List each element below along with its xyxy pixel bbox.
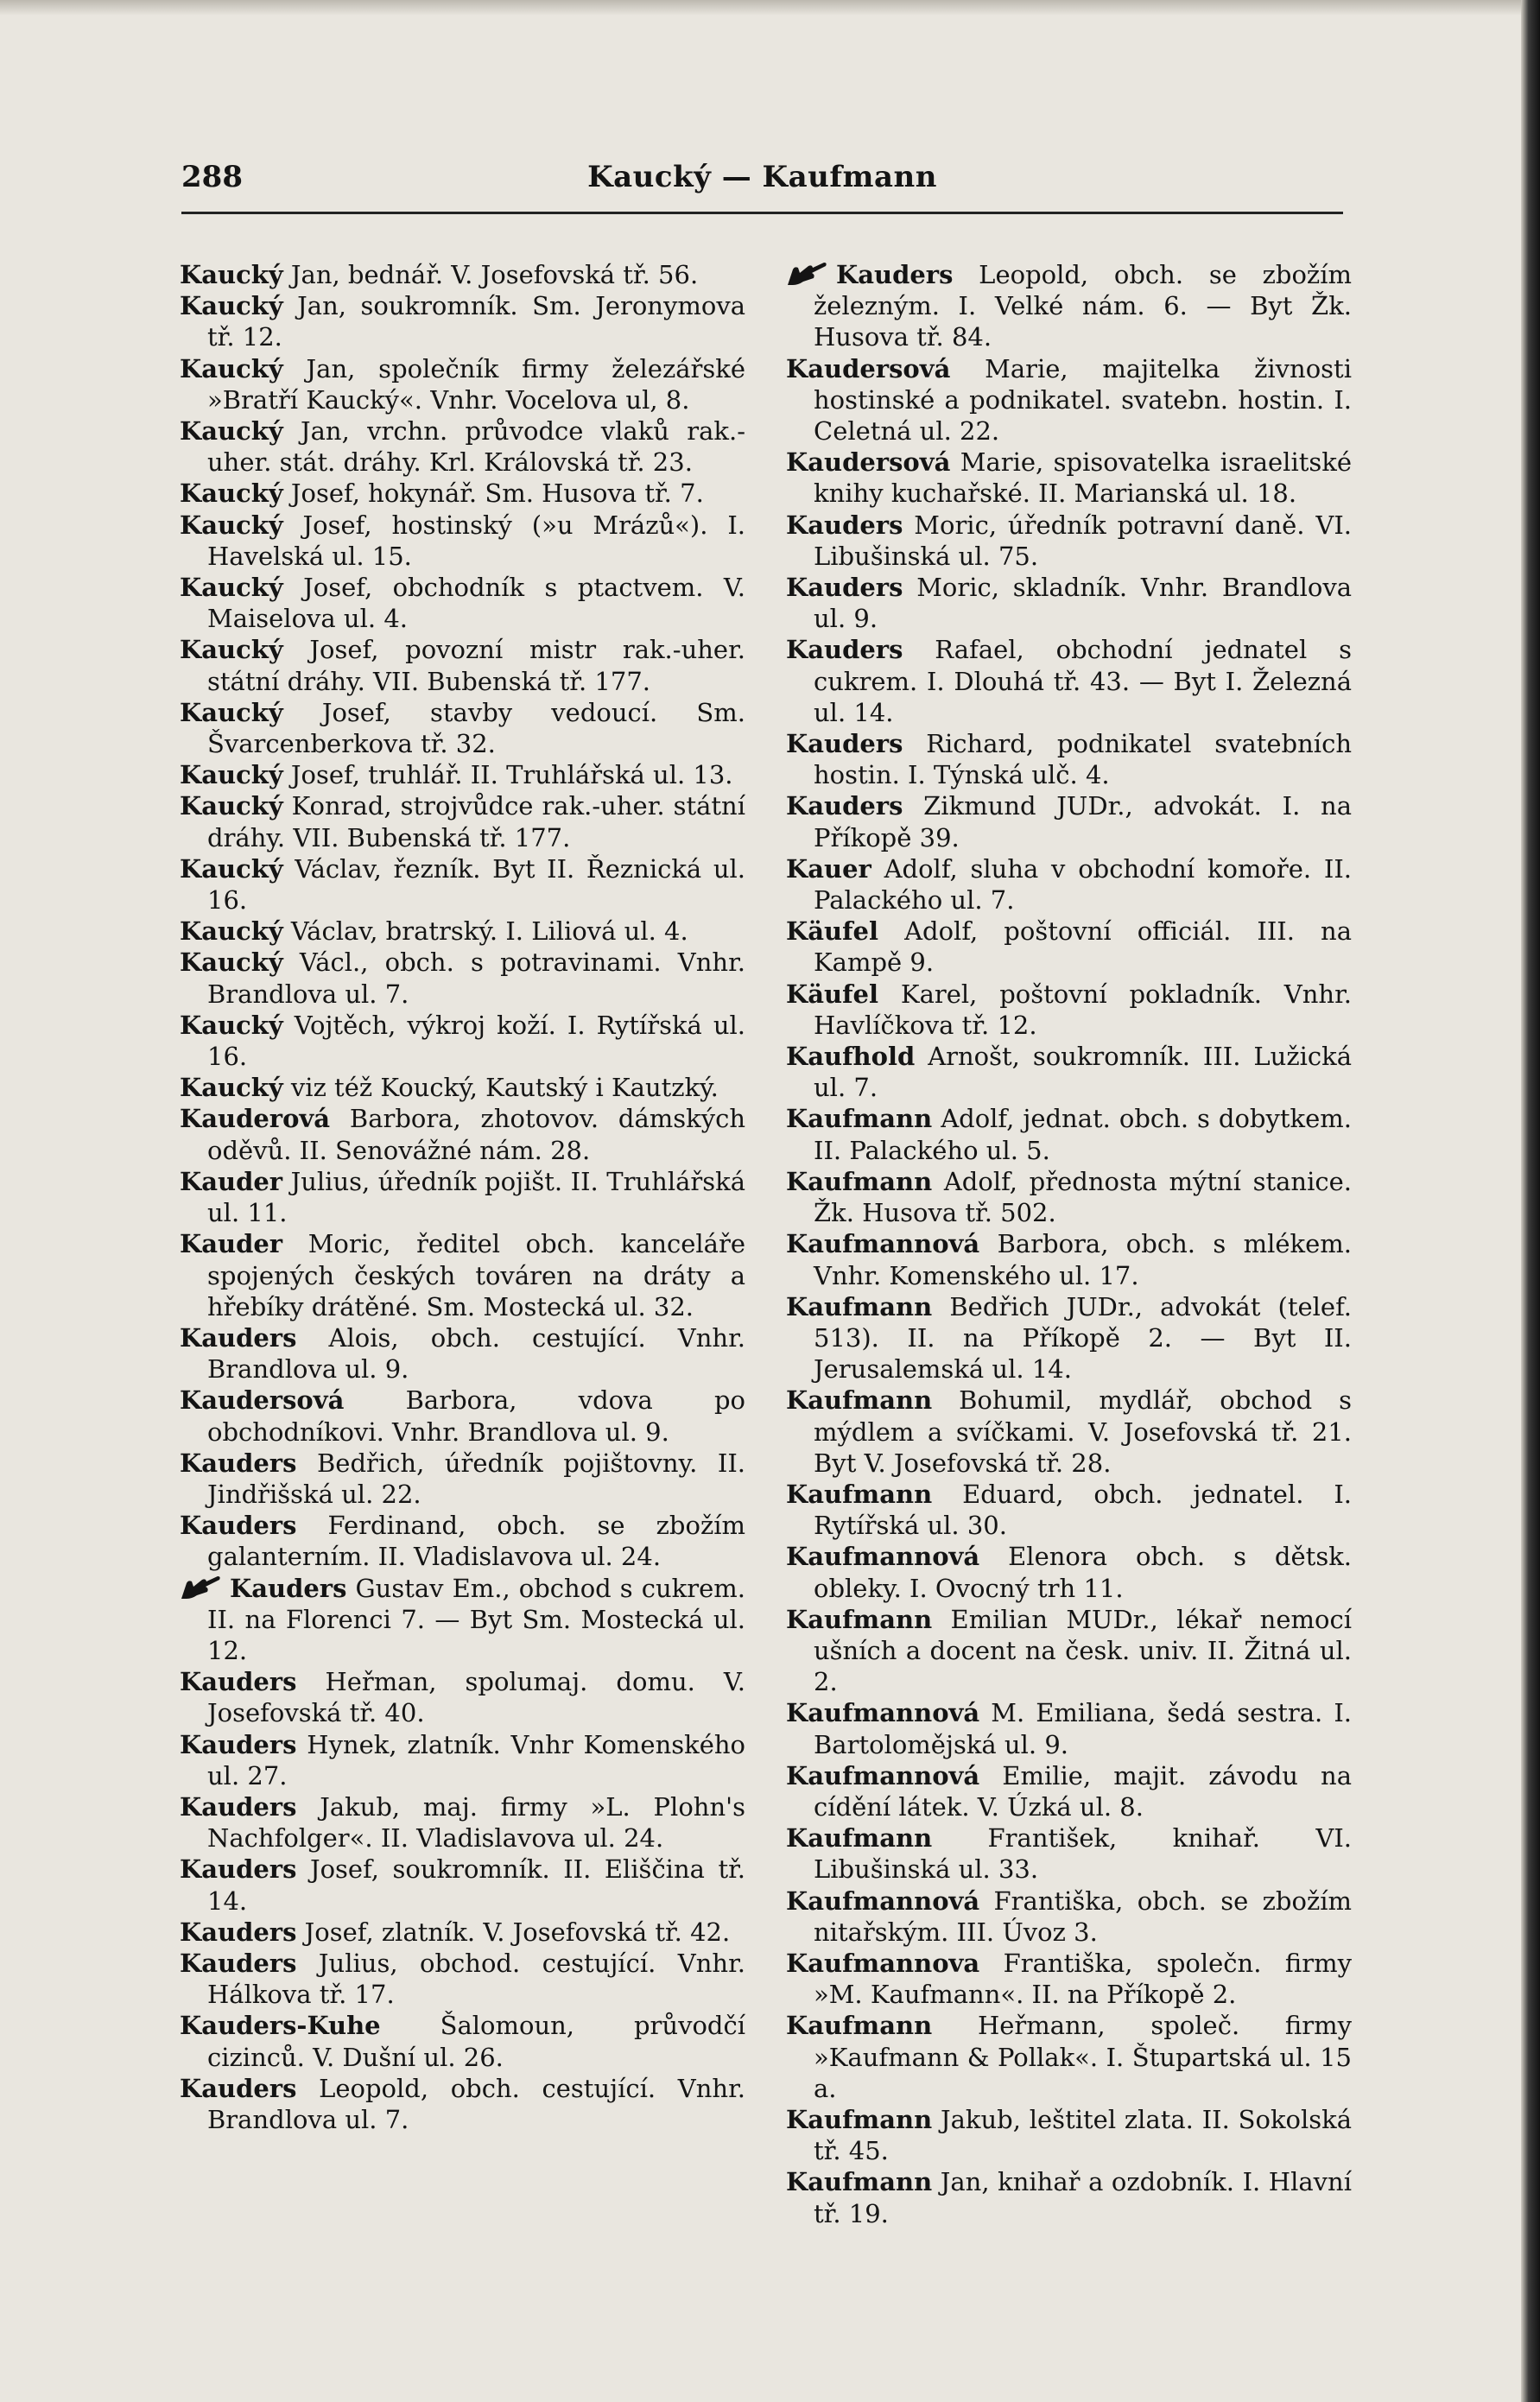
directory-entry: [786, 1541, 1352, 1603]
entry-details: Leopold, obch. cestující. Vnhr. Brandlova ul. 7.: [207, 2073, 745, 2134]
directory-entry: [786, 1948, 1352, 2010]
entry-details: Rafael, obchodní jednatel s cukrem. I. Dlouhá tř. 43. — Byt I. Železná ul. 14.: [814, 635, 1352, 727]
running-title: Kaucký — Kaufmann: [587, 160, 937, 194]
directory-entry: [786, 790, 1352, 852]
directory-entry: [180, 415, 745, 478]
entry-surname: Kaucký: [180, 291, 283, 321]
entry-surname: Kaufmann: [786, 1823, 933, 1854]
entry-surname: Kaucký: [180, 697, 283, 727]
entry-surname: Kauders: [786, 573, 903, 603]
entry-surname: Kaucký: [180, 353, 283, 383]
entry-surname: Kaucký: [180, 1010, 283, 1040]
directory-entry: [180, 697, 745, 759]
entry-details: Zikmund JUDr., advokát. I. na Příkopě 39.: [814, 791, 1352, 852]
entry-surname: Kauders: [786, 791, 903, 821]
page-header: [181, 160, 1343, 214]
entry-surname: Kaufmannová: [786, 1698, 980, 1728]
directory-entry: [180, 1729, 745, 1791]
directory-entry: [180, 1010, 745, 1072]
directory-entry: [180, 353, 745, 415]
entry-surname: Kauder: [180, 1166, 283, 1196]
entry-surname: Kauders: [180, 1948, 297, 1978]
entry-surname: Kaufhold: [786, 1042, 916, 1072]
directory-entry: [180, 1948, 745, 2010]
entry-details: Heřmann, společ. firmy »Kaufmann & Pollak«. I. Štupartská ul. 15 a.: [814, 2011, 1352, 2103]
directory-entry: [180, 478, 745, 509]
entry-surname: Kaufmannová: [786, 1885, 980, 1916]
entry-surname: Kauders: [786, 729, 903, 759]
entry-details: Arnošt, soukromník. III. Lužická ul. 7.: [814, 1042, 1352, 1103]
right-column: [786, 259, 1352, 2229]
entry-details: Adolf, přednosta mýtní stanice. Žk. Husova tř. 502.: [814, 1166, 1352, 1228]
entry-details: Šalomoun, průvodčí cizinců. V. Dušní ul. 26.: [207, 2011, 745, 2072]
entry-details: Moric, úředník potravní daně. VI. Libušinská ul. 75.: [814, 510, 1352, 571]
entry-surname: Kauders: [180, 1448, 297, 1478]
entry-details: Josef, stavby vedoucí. Sm. Švarcenberkova tř. 32.: [207, 697, 745, 759]
entry-details: Jakub, maj. firmy »L. Plohn's Nachfolger«. II. Vladislavova ul. 24.: [207, 1791, 745, 1854]
entry-details: M. Emiliana, šedá sestra. I. Bartolomějská ul. 9.: [814, 1698, 1352, 1759]
entry-surname: Kaucký: [180, 416, 283, 447]
entry-details: Emilie, majit. závodu na cídění látek. V. Úzká ul. 8.: [814, 1760, 1352, 1822]
pointing-hand-icon: [786, 261, 829, 287]
directory-entry: [180, 2010, 745, 2072]
entry-details: Adolf, poštovní officiál. III. na Kampě 9.: [814, 916, 1352, 978]
entry-details: Františka, společn. firmy »M. Kaufmann«. II. na Příkopě 2.: [814, 1948, 1352, 2010]
directory-entry: [180, 634, 745, 696]
entry-surname: Käufel: [786, 979, 879, 1009]
directory-entry: [180, 1917, 745, 1948]
entry-surname: Kaufmann: [786, 2167, 933, 2197]
directory-entry: [786, 1291, 1352, 1385]
entry-details: Jakub, leštitel zlata. II. Sokolská tř. 45.: [814, 2104, 1352, 2166]
entry-details: Josef, hostinský (»u Mrázů«). I. Havelská ul. 15.: [207, 510, 745, 571]
entry-surname: Kaucký: [180, 947, 283, 978]
directory-entry: [180, 1228, 745, 1322]
directory-entry: [786, 1228, 1352, 1290]
entry-surname: Kaucký: [180, 573, 283, 603]
entry-surname: Kauders: [786, 510, 903, 540]
entry-details: Adolf, sluha v obchodní komoře. II. Palackého ul. 7.: [814, 853, 1352, 916]
entry-details: Bohumil, mydlář, obchod s mýdlem a svíčkami. V. Josefovská tř. 21. Byt V. Josefovská tř. 28.: [814, 1385, 1352, 1478]
directory-entry: [180, 916, 745, 947]
entry-surname: Kaucký: [180, 635, 283, 665]
entry-details: Josef, truhlář. II. Truhlářská ul. 13.: [282, 760, 733, 790]
entry-details: Elenora obch. s dětsk. obleky. I. Ovocný trh 11.: [814, 1542, 1352, 1603]
entry-details: Václav, řezník. Byt II. Řeznická ul. 16.: [207, 853, 745, 916]
directory-entry: [180, 259, 745, 290]
directory-entry: [786, 353, 1352, 447]
directory-entry: [786, 1604, 1352, 1698]
directory-entry: [786, 1385, 1352, 1479]
entry-surname: Kauders: [180, 1917, 297, 1947]
directory-entry: [786, 510, 1352, 572]
entry-surname: Kauders: [180, 1729, 297, 1759]
directory-entry: [180, 290, 745, 352]
directory-entry: [786, 1885, 1352, 1948]
directory-entry: [786, 447, 1352, 509]
directory-entry: [180, 2073, 745, 2135]
entry-surname: Kaucký: [180, 260, 283, 289]
directory-entry: [786, 728, 1352, 790]
directory-entry: [180, 1166, 745, 1228]
entry-details: Julius, úředník pojišt. II. Truhlářská ul. 11.: [207, 1166, 745, 1228]
directory-entry: [180, 1385, 745, 1447]
directory-entry: [180, 1854, 745, 1916]
entry-surname: Kauders: [180, 1791, 297, 1822]
entry-surname: Kaucký: [180, 510, 283, 540]
directory-entry: [786, 2104, 1352, 2166]
entry-surname: Kauder: [180, 1229, 283, 1259]
entry-surname: Kaucký: [180, 916, 283, 947]
entry-surname: Kaucký: [180, 791, 283, 821]
entry-details: Eduard, obch. jednatel. I. Rytířská ul. 30.: [814, 1479, 1352, 1541]
entry-details: Václ., obch. s potravinami. Vnhr. Brandlova ul. 7.: [207, 947, 745, 1009]
entry-surname: Kauders: [180, 1322, 297, 1353]
entry-surname: Kaufmann: [786, 1479, 933, 1509]
entry-surname: Kauders: [180, 1854, 297, 1885]
entry-surname: Kaufmann: [786, 1104, 933, 1134]
directory-entry: [180, 510, 745, 572]
directory-entry: [786, 1760, 1352, 1822]
entry-details: Bedřich JUDr., advokát (telef. 513). II. na Příkopě 2. — Byt II. Jerusalemská ul. 14.: [814, 1291, 1352, 1385]
entry-details: Julius, obchod. cestující. Vnhr. Hálkova tř. 17.: [207, 1948, 745, 2010]
directory-entry: [180, 1573, 745, 1667]
entry-surname: Kaudersová: [180, 1385, 345, 1416]
entry-details: Adolf, jednat. obch. s dobytkem. II. Palackého ul. 5.: [814, 1104, 1352, 1165]
directory-entry: [786, 979, 1352, 1041]
entry-surname: Kaufmannová: [786, 1760, 980, 1790]
directory-entry: [180, 1103, 745, 1165]
entry-details: Emilian MUDr., lékař nemocí ušních a docent na česk. univ. II. Žitná ul. 2.: [814, 1604, 1352, 1697]
entry-surname: Kaufmannová: [786, 1229, 980, 1259]
entry-surname: Kauders-Kuhe: [180, 2011, 381, 2041]
entry-surname: Kaucký: [180, 760, 283, 790]
directory-entry: [180, 1510, 745, 1572]
entry-surname: Kaufmann: [786, 1385, 933, 1416]
entry-details: František, knihař. VI. Libušinská ul. 33.: [814, 1823, 1352, 1885]
entry-details: Jan, vrchn. průvodce vlaků rak.-uher. stát. dráhy. Krl. Královská tř. 23.: [207, 416, 745, 478]
directory-entry: [180, 947, 745, 1009]
entry-details: Josef, povozní mistr rak.-uher. státní dráhy. VII. Bubenská tř. 177.: [207, 635, 745, 696]
entry-details: Konrad, strojvůdce rak.-uher. státní dráhy. VII. Bubenská tř. 177.: [207, 791, 745, 852]
entry-details: Jan, společník firmy železářské »Bratří Kaucký«. Vnhr. Vocelova ul, 8.: [207, 353, 745, 415]
entry-details: Vojtěch, výkroj koží. I. Rytířská ul. 16.: [207, 1010, 745, 1072]
entry-details: Barbora, vdova po obchodníkovi. Vnhr. Brandlova ul. 9.: [207, 1385, 745, 1447]
entry-details: Alois, obch. cestující. Vnhr. Brandlova ul. 9.: [207, 1322, 745, 1385]
entry-surname: Kauders: [786, 635, 903, 665]
entry-details: Moric, skladník. Vnhr. Brandlova ul. 9.: [814, 573, 1352, 634]
entry-details: Barbora, obch. s mlékem. Vnhr. Komenského ul. 17.: [814, 1229, 1352, 1290]
entry-surname: Kaudersová: [786, 447, 951, 478]
directory-entry: [786, 2010, 1352, 2104]
entry-details: Václav, bratrský. I. Liliová ul. 4.: [282, 916, 688, 947]
entry-surname: Käufel: [786, 916, 879, 947]
entry-surname: Kaucký: [180, 1073, 283, 1103]
directory-entry: [180, 572, 745, 634]
entry-surname: Kauders: [180, 2073, 297, 2103]
directory-entry: [786, 916, 1352, 978]
directory-entry: [786, 1822, 1352, 1885]
entry-surname: Kauders: [180, 1511, 297, 1541]
entry-details: viz též Koucký, Kautský i Kautzký.: [282, 1073, 719, 1103]
entry-details: Bedřich, úředník pojištovny. II. Jindřišská ul. 22.: [207, 1448, 745, 1509]
entry-surname: Kaufmann: [786, 1604, 933, 1634]
directory-entry: [786, 572, 1352, 634]
entry-surname: Kaufmann: [786, 2011, 933, 2041]
entry-details: Moric, ředitel obch. kanceláře spojených českých továren na dráty a hřebíky drátěné. Sm. Mostecká ul. 32.: [207, 1229, 745, 1321]
entry-details: Heřman, spolumaj. domu. V. Josefovská tř. 40.: [207, 1667, 745, 1728]
entry-details: Františka, obch. se zbožím nitařským. III. Úvoz 3.: [814, 1885, 1352, 1947]
entry-surname: Kauderová: [180, 1104, 331, 1134]
entry-details: Hynek, zlatník. Vnhr Komenského ul. 27.: [207, 1729, 745, 1790]
directory-entry: [180, 790, 745, 852]
directory-entry: [786, 259, 1352, 353]
page-top-shadow: [0, 0, 1540, 16]
directory-entry: [786, 1479, 1352, 1541]
entry-details: Barbora, zhotovov. dámských oděvů. II. Senovážné nám. 28.: [207, 1104, 745, 1165]
directory-entry: [786, 1103, 1352, 1165]
entry-details: Jan, knihař a ozdobník. I. Hlavní tř. 19.: [814, 2167, 1352, 2228]
entry-details: Ferdinand, obch. se zbožím galanterním. II. Vladislavova ul. 24.: [207, 1511, 745, 1572]
entry-details: Jan, soukromník. Sm. Jeronymova tř. 12.: [207, 291, 745, 352]
directory-entry: [180, 853, 745, 916]
page-number: 288: [181, 160, 243, 194]
entry-details: Jan, bednář. V. Josefovská tř. 56.: [282, 260, 699, 289]
entry-surname: Kaucký: [180, 478, 283, 509]
entry-surname: Kaufmann: [786, 1291, 933, 1321]
entry-details: Josef, zlatník. V. Josefovská tř. 42.: [296, 1917, 731, 1947]
entry-surname: Kauer: [786, 853, 871, 884]
directory-columns: [180, 259, 1352, 2246]
entry-details: Leopold, obch. se zbožím železným. I. Velké nám. 6. — Byt Žk. Husova tř. 84.: [814, 260, 1352, 352]
entry-details: Karel, poštovní pokladník. Vnhr. Havlíčkova tř. 12.: [814, 979, 1352, 1040]
directory-entry: [180, 759, 745, 790]
entry-surname: Kaudersová: [786, 353, 951, 383]
directory-entry: [786, 1697, 1352, 1759]
entry-details: Gustav Em., obchod s cukrem. II. na Florenci 7. — Byt Sm. Mostecká ul. 12.: [207, 1573, 745, 1665]
directory-entry: [180, 1448, 745, 1510]
entry-surname: Kaufmannová: [786, 1542, 980, 1572]
entry-surname: Kaufmann: [786, 1166, 933, 1196]
entry-details: Josef, hokynář. Sm. Husova tř. 7.: [282, 478, 704, 509]
entry-surname: Kauders: [230, 1573, 347, 1603]
directory-entry: [786, 1166, 1352, 1228]
entry-details: Josef, obchodník s ptactvem. V. Maiselova ul. 4.: [207, 573, 745, 634]
entry-details: Richard, podnikatel svatebních hostin. I. Týnská ulč. 4.: [814, 729, 1352, 790]
directory-entry: [180, 1666, 745, 1728]
entry-surname: Kaucký: [180, 853, 283, 884]
entry-details: Marie, spisovatelka israelitské knihy kuchařské. II. Marianská ul. 18.: [814, 447, 1352, 509]
entry-surname: Kauders: [836, 260, 954, 289]
directory-entry: [180, 1072, 745, 1103]
entry-surname: Kaufmann: [786, 2104, 933, 2134]
entry-details: Marie, majitelka živnosti hostinské a podnikatel. svatebn. hostin. I. Celetná ul. 22.: [814, 353, 1352, 447]
directory-entry: [180, 1322, 745, 1385]
left-column: [180, 259, 745, 2135]
directory-entry: [786, 2166, 1352, 2228]
pointing-hand-icon: [180, 1575, 223, 1600]
page-binding-edge: [1521, 0, 1540, 2402]
directory-entry: [786, 853, 1352, 916]
directory-entry: [786, 1041, 1352, 1103]
entry-details: Josef, soukromník. II. Eliščina tř. 14.: [207, 1854, 745, 1916]
entry-surname: Kaufmannova: [786, 1948, 980, 1978]
directory-entry: [786, 634, 1352, 728]
entry-surname: Kauders: [180, 1667, 297, 1697]
directory-entry: [180, 1791, 745, 1854]
